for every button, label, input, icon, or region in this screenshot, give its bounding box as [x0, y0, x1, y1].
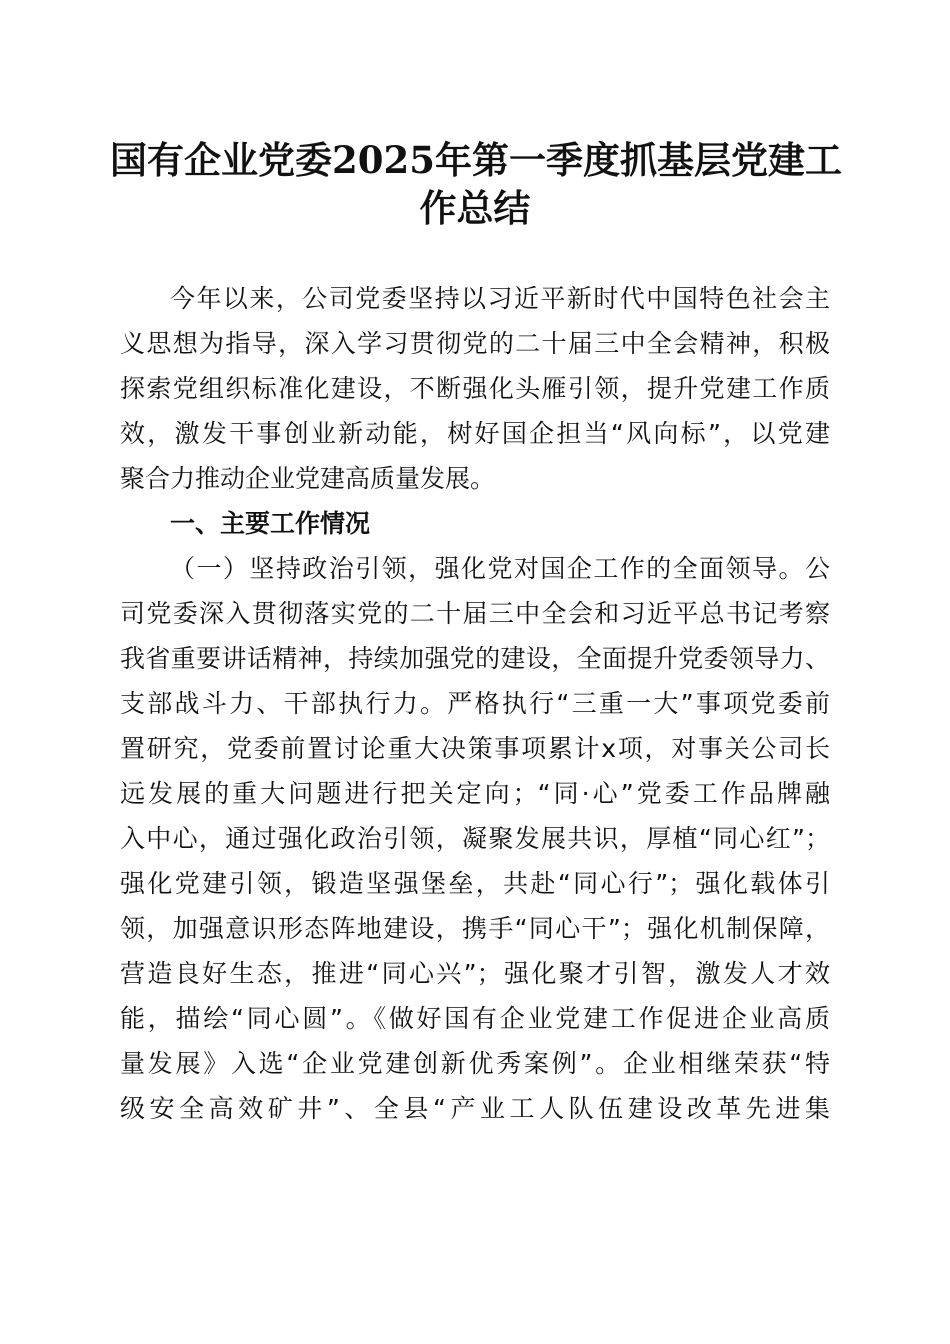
para1-line-8: 强化党建引领，锻造坚强堡垒，共赴“同心行”；强化载体引 [120, 869, 830, 898]
section-heading: 一、主要工作情况 [170, 509, 371, 538]
para1-line-4: 支部战斗力、干部执行力。严格执行“三重一大”事项党委前 [120, 689, 830, 718]
document-title-line-2: 作总结 [419, 186, 531, 230]
para1-line-11: 能，描绘“同心圆”。《做好国有企业党建工作促进企业高质 [120, 1004, 830, 1033]
para1-line-3: 我省重要讲话精神，持续加强党的建设，全面提升党委领导力、 [120, 644, 830, 673]
para1-line-5: 置研究，党委前置讨论重大决策事项累计x项，对事关公司长 [120, 734, 830, 763]
intro-line-1: 今年以来，公司党委坚持以习近平新时代中国特色社会主 [170, 284, 830, 313]
para1-line-7: 入中心，通过强化政治引领，凝聚发展共识，厚植“同心红”； [120, 824, 830, 853]
para1-line-1: （一）坚持政治引领，强化党对国企工作的全面领导。公 [170, 554, 830, 583]
intro-line-3: 探索党组织标准化建设，不断强化头雁引领，提升党建工作质 [120, 374, 830, 403]
para1-line-12: 量发展》入选“企业党建创新优秀案例”。企业相继荣获“特 [120, 1049, 830, 1078]
para1-line-9: 领，加强意识形态阵地建设，携手“同心干”；强化机制保障， [120, 914, 830, 943]
para1-line-13: 级安全高效矿井”、全县“产业工人队伍建设改革先进集 [120, 1094, 830, 1123]
para1-line-2: 司党委深入贯彻落实党的二十届三中全会和习近平总书记考察 [120, 599, 830, 628]
intro-line-4: 效，激发干事创业新动能，树好国企担当“风向标”，以党建 [120, 419, 830, 448]
intro-line-5: 聚合力推动企业党建高质量发展。 [120, 464, 496, 493]
document-title-line-1: 国有企业党委2025年第一季度抓基层党建工 [110, 138, 842, 182]
para1-line-6: 远发展的重大问题进行把关定向；“同·心”党委工作品牌融 [120, 779, 830, 808]
intro-line-2: 义思想为指导，深入学习贯彻党的二十届三中全会精神，积极 [120, 329, 830, 358]
para1-line-10: 营造良好生态，推进“同心兴”；强化聚才引智，激发人才效 [120, 959, 830, 988]
